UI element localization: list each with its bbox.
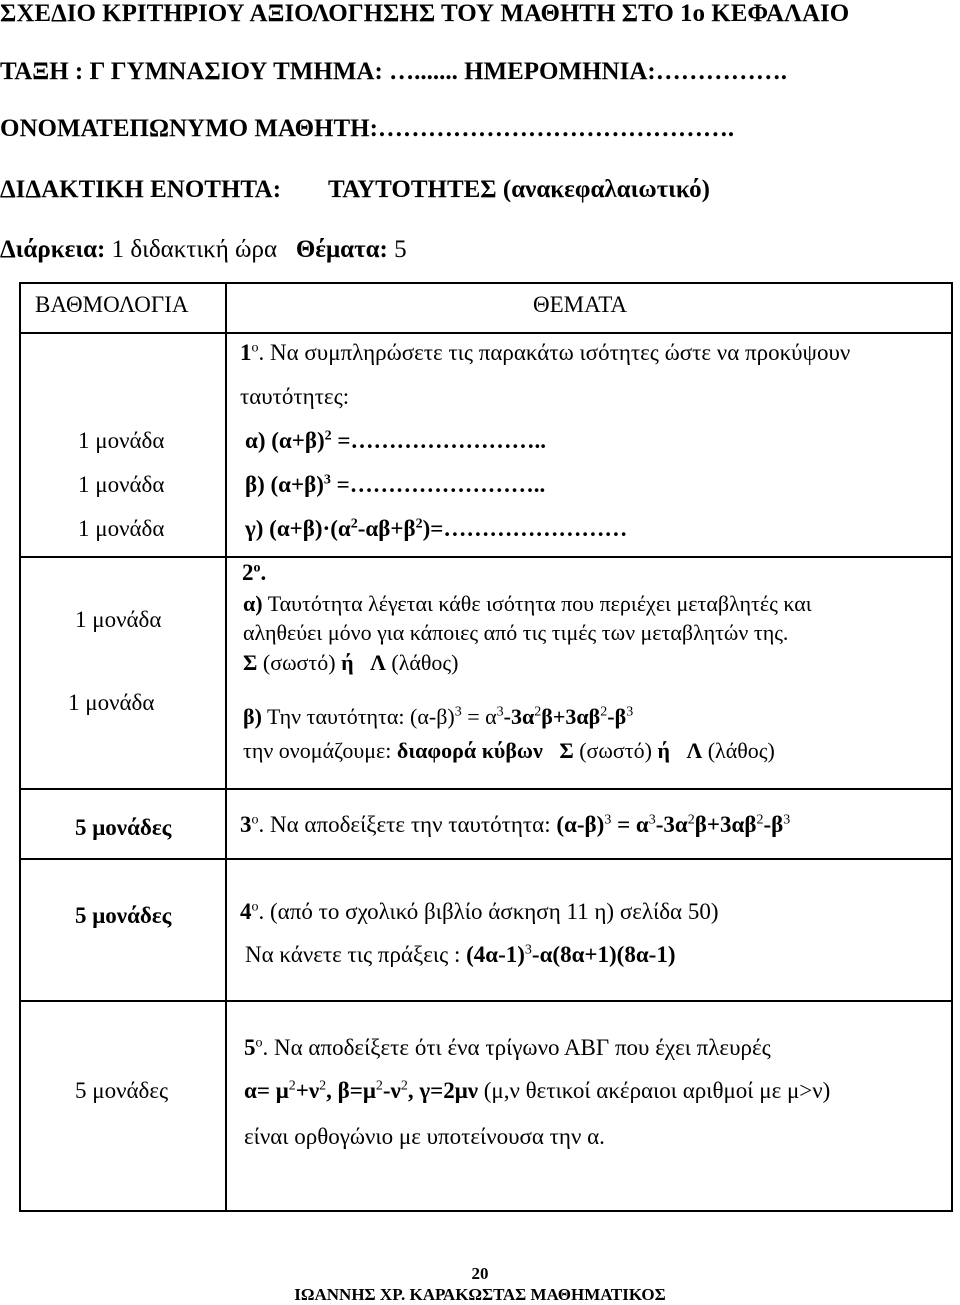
student-line: ΟΝΟΜΑΤΕΠΩΝΥΜΟ ΜΑΘΗΤΗ:……………………………………. (0, 115, 735, 142)
table-border-top (19, 282, 953, 284)
row-divider-3 (19, 858, 953, 860)
q5-line1: $5^o$. Να αποδείξετε ότι ένα τρίγωνο ΑΒΓ που έχει πλευρές (244, 1035, 771, 1060)
page-number: 20 (471, 1264, 489, 1283)
table-border-bottom (19, 1210, 953, 1212)
q1-item-b: β) $(\alpha+\beta)^3$ =…………………….. (245, 472, 546, 497)
q1-grade-a: 1 μονάδα (78, 428, 165, 453)
table-border-right (951, 282, 953, 1212)
q2-b-line2: την ονομάζουμε: διαφορά κύβων Σ (σωστό) ή Λ (λάθος) (243, 738, 775, 763)
unit-value: ΤΑΥΤΟΤΗΤΕΣ (ανακεφαλαιωτικό) (328, 176, 710, 203)
q4-line2: Να κάνετε τις πράξεις : $(4\alpha-1)^3-\alpha(8\alpha+1)(8\alpha-1)$ (245, 942, 676, 967)
q1-item-a: α) $(\alpha+\beta)^2$ =…………………….. (245, 428, 546, 453)
q4-line1: $4^o$. (από το σχολικό βιβλίο άσκηση 11 η) σελίδα 50) (240, 899, 719, 924)
author-footer: ΙΩΑΝΝΗΣ ΧΡ. ΚΑΡΑΚΩΣΤΑΣ ΜΑΘΗΜΑΤΙΚΟΣ (294, 1285, 666, 1304)
q5-line2: $\alpha= \mu^2+\nu^2$, $\beta=\mu^2-\nu^2$, γ=2μν (μ,ν θετικοί ακέραιοι αριθμοί με μ>ν) (244, 1078, 831, 1103)
q3-grade: 5 μονάδες (75, 815, 172, 840)
q1-intro: $1^o$. Να συμπληρώσετε τις παρακάτω ισότητες ώστε να προκύψουν (240, 340, 851, 365)
row-divider-1 (19, 556, 953, 558)
q4-grade: 5 μονάδες (75, 903, 172, 928)
q2-grade-b: 1 μονάδα (68, 690, 155, 715)
q5-line3: είναι ορθογώνιο με υποτείνουσα την α. (244, 1124, 605, 1149)
q2-b-line1: β) Την ταυτότητα: $(\alpha-\beta)^3 = \alpha^3-3\alpha^2\beta+3\alpha\beta^2-\beta^3$ (243, 704, 634, 729)
row-divider-2 (19, 788, 953, 790)
class-line: ΤΑΞΗ : Γ ΓΥΜΝΑΣΙΟΥ ΤΜΗΜΑ: …....... ΗΜΕΡΟΜΗΝΙΑ:……………. (0, 58, 787, 85)
topics-value: 5 (394, 236, 407, 263)
q3-text: $3^o$. Να αποδείξετε την ταυτότητα: $(\alpha-\beta)^3 = \alpha^3-3\alpha^2\beta+3\alpha\beta^2-\beta^3$ (240, 812, 791, 837)
column-header-topics: ΘΕΜΑΤΑ (533, 292, 628, 317)
q1-item-g: γ) $(\alpha+\beta)\cdot(\alpha^2-\alpha\beta+\beta^2)=\dots\dots\dots\dots\dots\dots\dots\dots$ (245, 516, 628, 541)
row-divider-4 (19, 1000, 953, 1002)
table-header-divider (19, 332, 953, 334)
duration-line (0, 236, 407, 264)
q1-intro-line2: ταυτότητες: (240, 384, 350, 409)
duration-value: 1 διδακτική ώρα (111, 236, 278, 263)
topics-label: Θέματα: (295, 236, 388, 263)
q1-grade-b: 1 μονάδα (78, 472, 165, 497)
q2-number: $2^o$. (242, 560, 267, 585)
duration-label: Διάρκεια: (0, 236, 106, 263)
q1-grade-g: 1 μονάδα (78, 516, 165, 541)
column-header-grade: ΒΑΘΜΟΛΟΓΙΑ (35, 292, 189, 317)
table-column-divider (225, 282, 227, 1212)
q2-a-line2: αληθεύει μόνο για κάποιες από τις τιμές των μεταβλητών της. (243, 620, 789, 645)
q2-a-answer: Σ (σωστό) ή Λ (λάθος) (243, 650, 459, 675)
table-border-left (19, 282, 21, 1212)
q5-grade: 5 μονάδες (75, 1078, 169, 1103)
unit-label: ΔΙΔΑΚΤΙΚΗ ΕΝΟΤΗΤΑ: (0, 176, 282, 203)
document-title: ΣΧΕΔΙΟ ΚΡΙΤΗΡΙΟΥ ΑΞΙΟΛΟΓΗΣΗΣ ΤΟΥ ΜΑΘΗΤΗ ΣΤΟ 1ο ΚΕΦΑΛΑΙΟ (0, 0, 850, 27)
q2-a-line1: α) Ταυτότητα λέγεται κάθε ισότητα που περιέχει μεταβλητές και (243, 591, 812, 616)
q2-grade-a: 1 μονάδα (75, 607, 162, 632)
